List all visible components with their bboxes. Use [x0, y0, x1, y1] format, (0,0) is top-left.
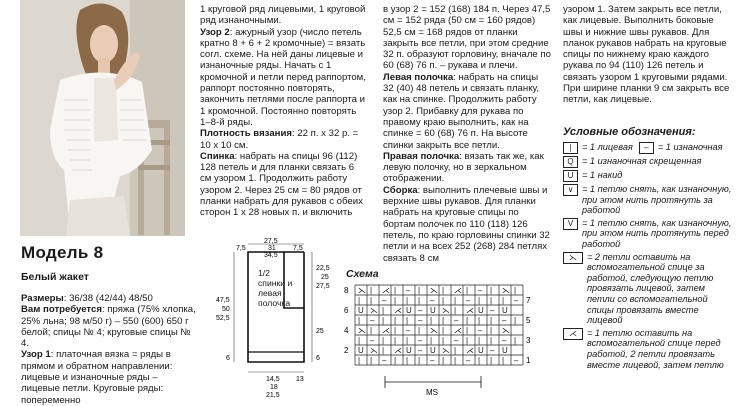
row-number-1: 1 [526, 356, 531, 365]
chart-stitch-mark: – [466, 296, 471, 305]
chart-stitch-mark: | [454, 296, 457, 305]
chart-stitch-mark: – [490, 306, 495, 315]
chart-stitch-mark: | [466, 316, 469, 325]
dim-bottom-right: 13 [296, 376, 304, 383]
chart-stitch-mark: – [466, 356, 471, 365]
knit-symbol-icon: | [563, 142, 578, 154]
chart-stitch-mark: | [430, 336, 433, 345]
chart-stitch-mark: – [454, 336, 459, 345]
chart-stitch-mark: ⋌ [466, 306, 474, 315]
rapport-label: MS [426, 388, 438, 397]
dim-right-1: 22,5 [316, 265, 330, 272]
chart-stitch-mark: – [418, 346, 423, 355]
dim-right-bottom: 6 [316, 355, 320, 362]
chart-stitch-mark: ⋌ [382, 286, 390, 295]
materials-value: : пряжа (75% хлопка, 25% льна; 98 м/50 г) – 550 (600) 650 г белой; спицы № 4; круговые спицы № 4. [21, 304, 196, 350]
row-number-6: 6 [344, 306, 349, 315]
chart-stitch-mark: U [406, 306, 412, 315]
chart-stitch-mark: | [394, 296, 397, 305]
chart-stitch-mark: ⋋ [358, 286, 366, 295]
back-paragraph [200, 151, 368, 219]
chart-title: Схема [346, 268, 379, 280]
col4-paragraph: узором 1. Затем закрыть все петли, как лицевые. Выполнить боковые швы и нижние швы рукавов. Для планок рукавов набрать на круговые спицы по нижнему краю каждого рукава по 94 (110) 126 петель и связать узором 1 круговыми рядами. При ширине планки 9 см закрыть все петли, как лицевые. [563, 4, 730, 106]
chart-stitch-mark: | [382, 346, 385, 355]
chart-stitch-mark: | [370, 286, 373, 295]
chart-stitch-mark: | [418, 296, 421, 305]
density-label: Плотность вязания [200, 128, 292, 140]
chart-stitch-mark: | [490, 286, 493, 295]
chart-stitch-mark: | [394, 286, 397, 295]
chart-stitch-mark: – [514, 356, 519, 365]
sizes-label: Размеры [21, 293, 64, 304]
dim-top-width-1: 27,5 [264, 238, 278, 245]
dim-top-width-3: 34,5 [264, 252, 278, 259]
legend-text: = 1 накид [582, 170, 623, 180]
chart-stitch-mark: | [442, 356, 445, 365]
chart-stitch-mark: – [406, 286, 411, 295]
assembly-value: : выполнить плечевые швы и верхние швы рукавов. Для планки набрать на круговые спицы по бортам полочек по 110 (118) 126 петель, по краю горловины спинки 32 петли и на всех 252 (268) 284 петлях связать 8 см [383, 184, 550, 264]
pattern-1-paragraph [21, 349, 196, 405]
model-photo [20, 0, 185, 236]
chart-stitch-mark: | [466, 286, 469, 295]
row-number-5: 5 [526, 316, 531, 325]
materials-label: Вам потребуется [21, 304, 102, 316]
assembly-paragraph [383, 185, 551, 264]
left-front-value: : набрать на спицы 32 (40) 48 петель и связать планку, как на спинке. Продолжить работу узор 2. Прибавку для рукава по правому краю выполнить, как на спинке = 60 (68) 76 п. На высоте спинки закрыть все петли. [383, 71, 539, 151]
chart-stitch-mark: ⋋ [370, 346, 378, 355]
cable-right-symbol-icon: ⋌ [563, 328, 583, 340]
col3-intro: в узор 2 = 152 (168) 184 п. Через 47,5 см = 152 ряда (50 см = 160 рядов) 52,5 см = 168 рядов от планки закрыть все петли, при этом средние 32 п. образуют горловину, вначале по 60 (68) 76 п. – рукава и плечи. [383, 4, 551, 72]
legend-item-knit-purl [563, 142, 733, 154]
model-subtitle: Белый жакет [21, 271, 89, 283]
dim-left-2: 50 [222, 306, 230, 313]
chart-stitch-mark: U [430, 346, 436, 355]
pattern-1-value: : платочная вязка = ряды в прямом и обратном направлении: лицевые и изнаночные ряды – лицевые петли. Круговые ряды: попеременно [21, 349, 173, 406]
legend [563, 126, 733, 370]
chart-stitch-mark: | [514, 336, 517, 345]
chart-stitch-mark: – [478, 286, 483, 295]
row-number-2: 2 [344, 346, 349, 355]
col2-intro: 1 круговой ряд лицевыми, 1 круговой ряд изнаночными. [200, 4, 366, 27]
chart-stitch-mark: | [454, 306, 457, 315]
chart-stitch-mark: | [478, 296, 481, 305]
legend-item [563, 252, 733, 326]
chart-stitch-mark: | [454, 346, 457, 355]
chart-stitch-mark: | [418, 326, 421, 335]
chart-stitch-mark: | [394, 336, 397, 345]
legend-title: Условные обозначения: [563, 126, 696, 138]
chart-stitch-mark: | [430, 316, 433, 325]
materials-paragraph [21, 304, 196, 349]
chart-stitch-mark: | [490, 326, 493, 335]
chart-stitch-mark: | [370, 356, 373, 365]
dim-top-width-2: 31 [268, 245, 276, 252]
legend-text: = 1 лицевая [582, 142, 633, 152]
legend-text: = 1 петлю оставить на вспомогательной спице перед работой, 2 петли провязать вместе лицевой, затем петлю [587, 327, 724, 370]
dim-right-mid: 25 [316, 328, 324, 335]
chart-stitch-mark: | [490, 356, 493, 365]
chart-stitch-mark: | [478, 356, 481, 365]
model-title: Модель 8 [21, 243, 104, 262]
chart-stitch-mark: | [490, 296, 493, 305]
chart-stitch-mark: | [382, 306, 385, 315]
pattern-2-paragraph [200, 27, 368, 129]
chart-stitch-mark: ⋌ [454, 326, 462, 335]
chart-stitch-mark: ⋌ [466, 346, 474, 355]
column-4-text [563, 4, 731, 106]
chart-stitch-mark: – [418, 316, 423, 325]
dim-top-left: 7,5 [236, 245, 246, 252]
chart-stitch-mark: – [370, 336, 375, 345]
chart-stitch-mark: | [394, 326, 397, 335]
chart-stitch-mark: U [502, 306, 508, 315]
row-number-3: 3 [526, 336, 531, 345]
chart-stitch-mark: ⋋ [502, 286, 510, 295]
chart-stitch-mark: – [502, 316, 507, 325]
row-number-7: 7 [526, 296, 531, 305]
legend-item [563, 170, 733, 182]
chart-stitch-mark: | [370, 326, 373, 335]
chart-stitch-mark: – [478, 326, 483, 335]
chart-stitch-mark: | [382, 316, 385, 325]
chart-stitch-mark: | [490, 336, 493, 345]
dim-bottom-3: 21,5 [266, 392, 280, 399]
column-1-text [21, 293, 196, 406]
cable-left-symbol-icon: ⋋ [563, 252, 583, 264]
chart-stitch-mark: | [502, 356, 505, 365]
chart-stitch-mark: ⋌ [454, 286, 462, 295]
chart-stitch-mark: | [406, 356, 409, 365]
left-front-paragraph [383, 72, 551, 151]
chart-stitch-mark: ⋋ [502, 326, 510, 335]
chart-stitch-mark: | [370, 296, 373, 305]
dim-right-2: 25 [321, 274, 329, 281]
chart-stitch-mark: – [370, 316, 375, 325]
chart-stitch-mark: | [358, 316, 361, 325]
chart-stitch-mark: | [358, 296, 361, 305]
row-number-4: 4 [344, 326, 349, 335]
chart-stitch-mark: ⋋ [442, 306, 450, 315]
dim-right-3: 27,5 [316, 283, 330, 290]
chart-stitch-mark: ⋋ [430, 326, 438, 335]
column-3-text [383, 4, 551, 264]
legend-item [563, 218, 733, 250]
dim-bottom-2: 18 [270, 384, 278, 391]
chart-stitch-mark: | [358, 356, 361, 365]
legend-text: = 1 петлю снять, как изнаночную, при этом нить протянуть за работой [582, 184, 732, 216]
chart-stitch-mark: | [358, 336, 361, 345]
dim-left-bottom: 6 [226, 355, 230, 362]
chart-stitch-mark: | [454, 356, 457, 365]
chart-stitch-mark: | [442, 326, 445, 335]
chart-stitch-mark: | [466, 326, 469, 335]
chart-stitch-mark: – [418, 336, 423, 345]
chart-stitch-mark: – [382, 296, 387, 305]
right-front-label: Правая полочка [383, 150, 460, 162]
legend-item [563, 184, 733, 216]
slip-front-symbol-icon: V [563, 218, 578, 230]
chart-stitch-mark: ⋌ [394, 306, 402, 315]
chart-stitch-mark: ⋌ [394, 346, 402, 355]
chart-stitch-mark: U [358, 346, 364, 355]
density-paragraph [200, 128, 368, 151]
pattern-2-label: Узор 2 [200, 26, 230, 38]
woman-in-white-jacket-image [20, 0, 185, 236]
left-front-label: Левая полочка [383, 71, 454, 83]
chart-stitch-mark: | [442, 316, 445, 325]
sizes-value: : 36/38 (42/44) 48/50 [63, 293, 153, 304]
chart-stitch-mark: – [382, 356, 387, 365]
dim-bottom-1: 14,5 [266, 376, 280, 383]
right-front-paragraph [383, 151, 551, 185]
chart-stitch-mark: – [502, 336, 507, 345]
chart-stitch-mark: | [394, 316, 397, 325]
chart-stitch-mark: – [430, 296, 435, 305]
legend-text: = 1 изнаночная скрещенная [582, 156, 702, 166]
chart-stitch-mark: | [418, 286, 421, 295]
chart-stitch-mark: ⋋ [442, 346, 450, 355]
legend-text: = 2 петли оставить на вспомогательной спице за работой, следующую петлю провязать лицевой, затем петли со вспомогательной спицы провязать вместе лицевой [587, 251, 714, 326]
chart-stitch-mark: | [406, 336, 409, 345]
chart-stitch-mark: | [382, 336, 385, 345]
chart-stitch-mark: U [406, 346, 412, 355]
chart-stitch-mark: | [502, 296, 505, 305]
assembly-label: Сборка [383, 184, 418, 196]
chart-stitch-mark: ⋋ [430, 286, 438, 295]
slip-back-symbol-icon: ∨ [563, 184, 578, 196]
chart-stitch-mark: – [430, 356, 435, 365]
chart-stitch-mark: | [442, 336, 445, 345]
right-front-value: : вязать так же, как левую полочку, но в зеркальном отображении. [383, 150, 544, 185]
column-2-text [200, 4, 368, 219]
chart-stitch-mark: ⋋ [370, 306, 378, 315]
chart-stitch-mark: | [514, 316, 517, 325]
chart-stitch-mark: – [514, 296, 519, 305]
row-number-8: 8 [344, 286, 349, 295]
pattern-2-value: : ажурный узор (число петель кратно 8 + 6 + 2 кромочные) = вязать согл. схеме. На ней даны лицевые и изнаночные ряды. Начать с 1 кромочной и петли перед раппортом, раппорт постоянно повторять, закончить петлями после раппорта и 1 кромочной. Постоянно повторять 1–8-й ряды. [200, 26, 366, 128]
chart-stitch-mark: | [406, 316, 409, 325]
dim-left-3: 52,5 [216, 315, 230, 322]
chart-stitch-mark: | [490, 316, 493, 325]
chart-stitch-mark: – [406, 326, 411, 335]
chart-stitch-mark: U [478, 346, 484, 355]
chart-stitch-mark: – [454, 316, 459, 325]
back-value: : набрать на спицы 96 (112) 128 петель и для планки связать 6 см узором 1. Продолжить работу узором 2. Через 25 см = 80 рядов от планки набрать для рукавов с обеих сторон 1 х 28 новых п. и включить [200, 150, 363, 219]
pattern-1-label: Узор 1 [21, 349, 51, 361]
chart-stitch-mark: | [514, 286, 517, 295]
density-value: : 22 п. х 32 р. = 10 х 10 см. [200, 128, 359, 151]
chart-stitch-mark: | [478, 336, 481, 345]
dim-top-right: 7,5 [293, 245, 303, 252]
back-label: Спинка [200, 150, 235, 162]
sizes-paragraph [21, 293, 196, 304]
legend-item [563, 328, 733, 370]
dim-left-1: 47,5 [216, 297, 230, 304]
chart-stitch-mark: – [490, 346, 495, 355]
legend-item [563, 156, 733, 168]
chart-stitch-mark: – [418, 306, 423, 315]
chart-stitch-mark: | [466, 336, 469, 345]
chart-stitch-mark: | [406, 296, 409, 305]
yarn-over-symbol-icon: U [563, 170, 578, 182]
chart-stitch-mark: U [430, 306, 436, 315]
purl-symbol-icon: – [639, 142, 654, 154]
legend-text: = 1 петлю снять, как изнаночную, при этом нить протянуть перед работой [582, 217, 732, 249]
chart-stitch-mark: | [442, 296, 445, 305]
chart-stitch-mark: | [478, 316, 481, 325]
pattern-piece-label: 1/2 спинки и левая полочка [258, 268, 293, 308]
chart-stitch-mark: | [394, 356, 397, 365]
chart-stitch-mark: | [418, 356, 421, 365]
chart-stitch-mark: U [478, 306, 484, 315]
chart-stitch-mark: ⋌ [382, 326, 390, 335]
chart-stitch-mark: ⋋ [358, 326, 366, 335]
knitting-chart [340, 280, 540, 400]
chart-stitch-mark: U [502, 346, 508, 355]
garment-pattern-diagram [200, 238, 340, 403]
legend-text: = 1 изнаночная [657, 142, 723, 152]
chart-stitch-mark: U [358, 306, 364, 315]
chart-stitch-mark: | [442, 286, 445, 295]
crossed-purl-symbol-icon: Q [563, 156, 578, 168]
